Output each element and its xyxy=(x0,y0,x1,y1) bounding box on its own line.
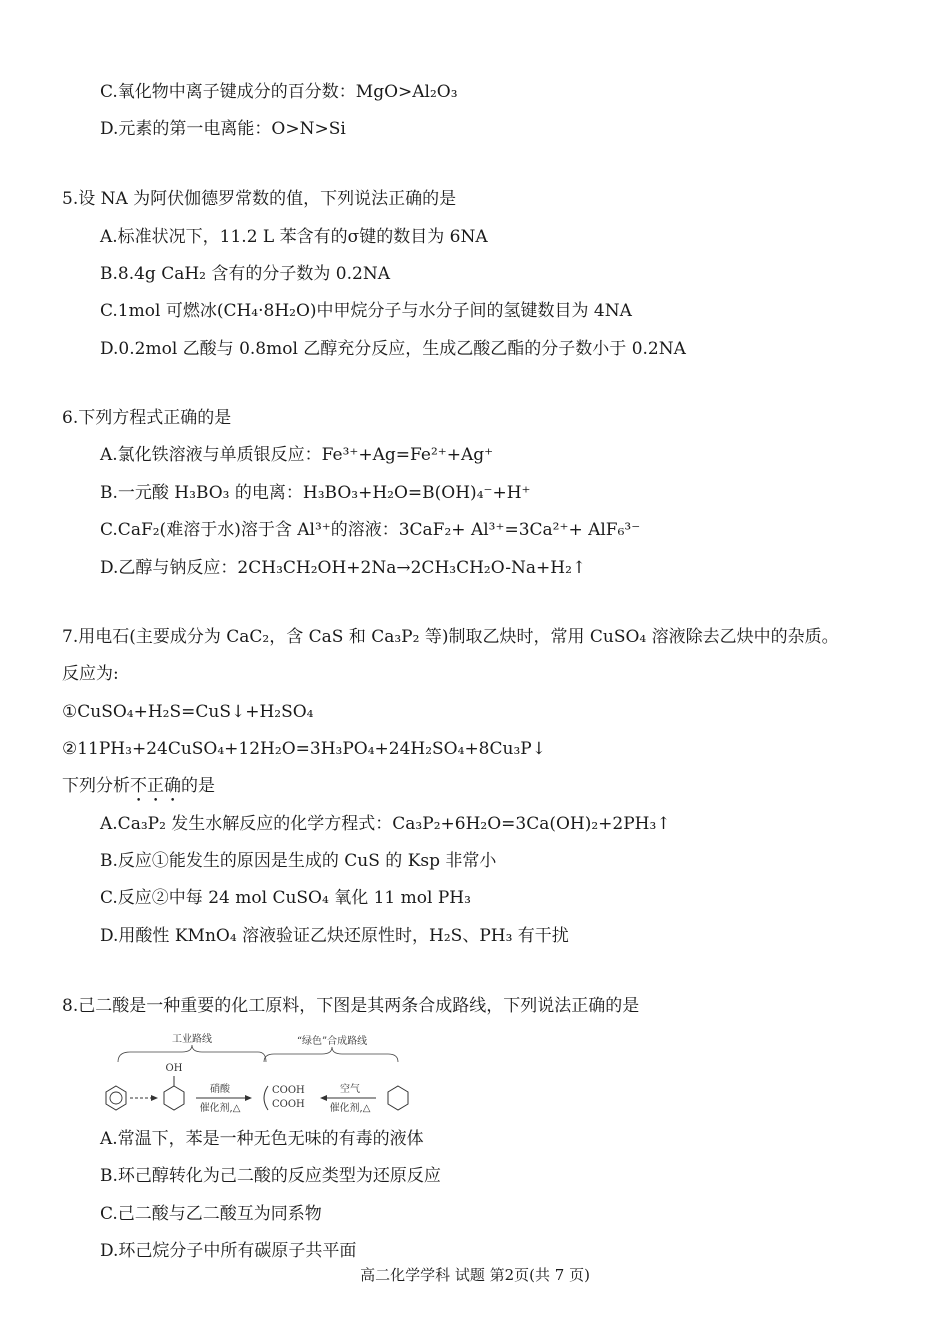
page-footer: 高二化学学科 试题 第2页(共 7 页) xyxy=(360,1266,590,1284)
route1-label: 工业路线 xyxy=(172,1034,212,1045)
q7-stem-line1: 7.用电石(主要成分为 CaC₂，含 CaS 和 Ca₃P₂ 等)制取乙炔时，常用 CuSO₄ 溶液除去乙炔中的杂质。 xyxy=(62,627,839,647)
cooh-bottom-label: COOH xyxy=(272,1099,305,1110)
q6-option-a: A.氯化铁溶液与单质银反应：Fe³⁺+Ag=Fe²⁺+Ag⁺ xyxy=(100,445,494,465)
q6-option-c: C.CaF₂(难溶于水)溶于含 Al³⁺的溶液：3CaF₂+ Al³⁺=3Ca²⁺+ AlF₆³⁻ xyxy=(100,520,641,540)
q8-stem: 8.己二酸是一种重要的化工原料，下图是其两条合成路线，下列说法正确的是 xyxy=(62,996,640,1016)
q5-option-b: B.8.4g CaH₂ 含有的分子数为 0.2NA xyxy=(100,264,390,284)
q4-option-c: C.氧化物中离子键成分的百分数：MgO>Al₂O₃ xyxy=(100,82,458,102)
reaction-arrowhead-2 xyxy=(320,1095,327,1101)
q5-stem: 5.设 NA 为阿伏伽德罗常数的值，下列说法正确的是 xyxy=(62,189,457,209)
q7-question-pre: 下列分析 xyxy=(62,776,130,796)
route2-label: “绿色”合成路线 xyxy=(296,1036,368,1047)
q6-option-d: D.乙醇与钠反应：2CH₃CH₂OH+2Na→2CH₃CH₂O-Na+H₂↑ xyxy=(100,558,587,578)
cyclohexanol-structure xyxy=(164,1076,184,1110)
cond1-label: 催化剂,△ xyxy=(199,1103,241,1114)
q6-stem: 6.下列方程式正确的是 xyxy=(62,408,232,428)
benzene-structure xyxy=(106,1086,126,1110)
q7-option-b: B.反应①能发生的原因是生成的 CuS 的 Ksp 非常小 xyxy=(100,851,497,871)
q7-reaction-2: ②11PH₃+24CuSO₄+12H₂O=3H₃PO₄+24H₂SO₄+8Cu₃P↓ xyxy=(62,739,546,759)
q7-option-d: D.用酸性 KMnO₄ 溶液验证乙炔还原性时，H₂S、PH₃ 有干扰 xyxy=(100,926,569,946)
cooh-top-label: COOH xyxy=(272,1085,305,1096)
q7-stem-line2: 反应为: xyxy=(62,664,119,684)
q8-option-d: D.环己烷分子中所有碳原子共平面 xyxy=(100,1241,357,1261)
q7-option-a: A.Ca₃P₂ 发生水解反应的化学方程式：Ca₃P₂+6H₂O=3Ca(OH)₂+2PH₃↑ xyxy=(100,814,671,834)
route2-brace xyxy=(264,1047,398,1062)
q7-question-emphasis: 不正确 xyxy=(130,776,181,796)
cond2-label: 催化剂,△ xyxy=(329,1103,371,1114)
reagent1-label: 硝酸 xyxy=(210,1084,230,1095)
synthesis-route-diagram xyxy=(100,1028,420,1120)
q7-option-c: C.反应②中每 24 mol CuSO₄ 氧化 11 mol PH₃ xyxy=(100,888,471,908)
q7-reaction-1: ①CuSO₄+H₂S=CuS↓+H₂SO₄ xyxy=(62,702,314,722)
q8-option-b: B.环己醇转化为己二酸的反应类型为还原反应 xyxy=(100,1166,441,1186)
q8-option-c: C.己二酸与乙二酸互为同系物 xyxy=(100,1204,322,1224)
reagent2-label: 空气 xyxy=(340,1084,360,1095)
reaction-arrowhead-1 xyxy=(245,1095,252,1101)
q5-option-c: C.1mol 可燃冰(CH₄·8H₂O)中甲烷分子与水分子间的氢键数目为 4NA xyxy=(100,301,632,321)
adipic-acid-bracket xyxy=(264,1086,268,1110)
q7-question-post: 的是 xyxy=(181,776,215,796)
q5-option-a: A.标准状况下，11.2 L 苯含有的σ键的数目为 6NA xyxy=(100,227,488,247)
q5-option-d: D.0.2mol 乙酸与 0.8mol 乙醇充分反应，生成乙酸乙酯的分子数小于 0.2NA xyxy=(100,339,686,359)
route1-brace xyxy=(118,1045,266,1062)
q7-question xyxy=(62,774,215,806)
q8-option-a: A.常温下，苯是一种无色无味的有毒的液体 xyxy=(100,1129,424,1149)
dashed-arrowhead xyxy=(151,1095,158,1101)
q6-option-b: B.一元酸 H₃BO₃ 的电离：H₃BO₃+H₂O=B(OH)₄⁻+H⁺ xyxy=(100,483,531,503)
cyclohexane-structure xyxy=(388,1086,408,1110)
oh-label: OH xyxy=(165,1063,183,1074)
q4-option-d: D.元素的第一电离能：O>N>Si xyxy=(100,119,346,139)
